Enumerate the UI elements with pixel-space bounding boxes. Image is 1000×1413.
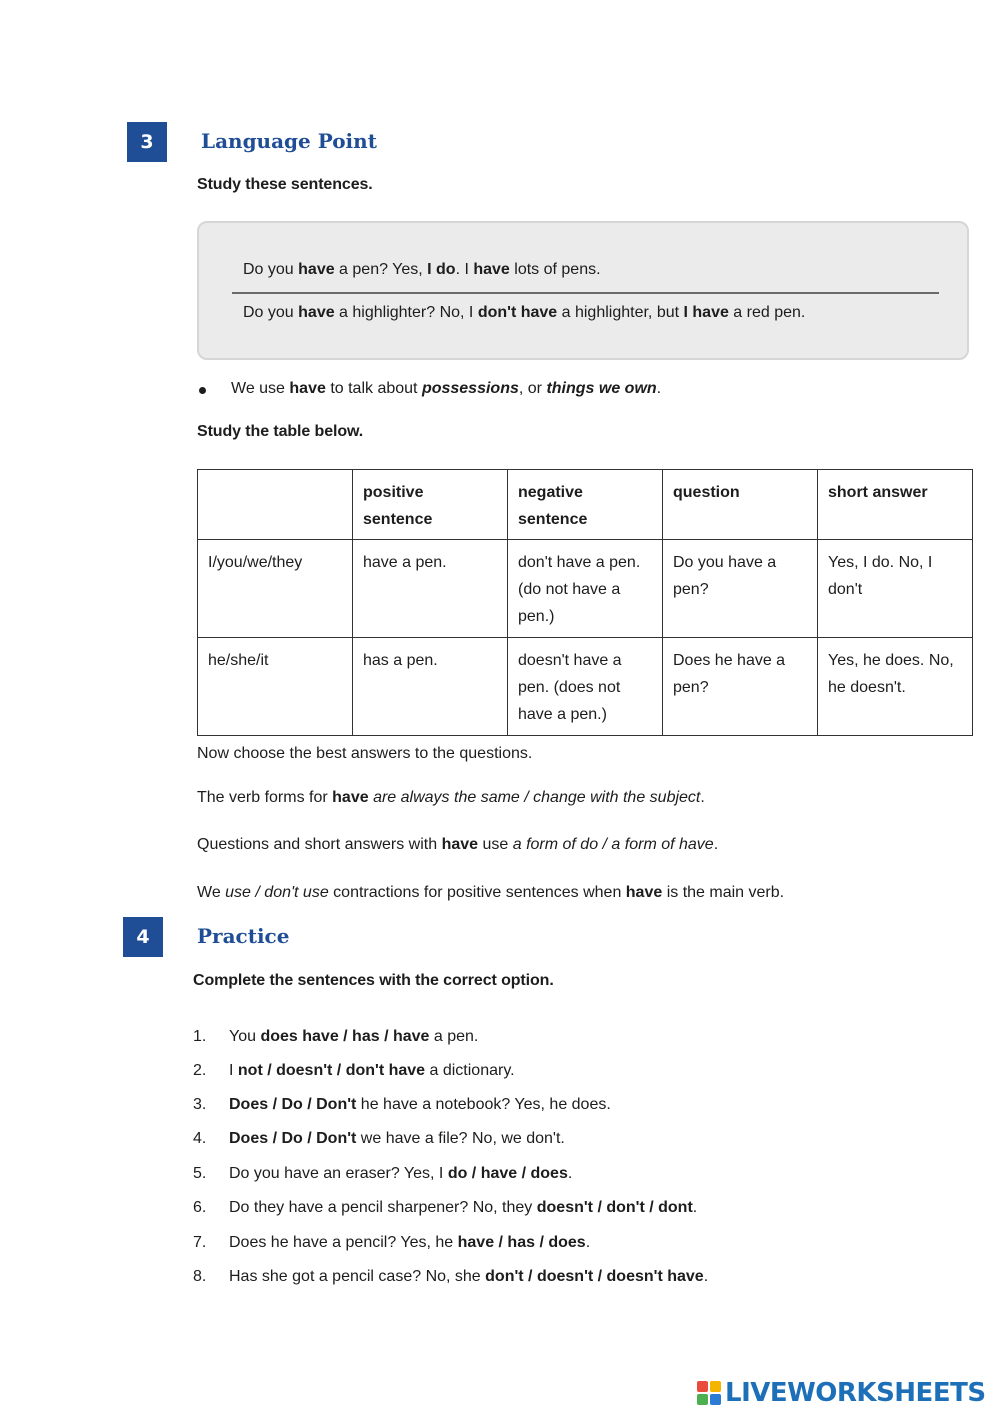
item-number: 8. xyxy=(193,1268,207,1285)
section-4-number-badge: 4 xyxy=(123,917,163,957)
example-sentences-box xyxy=(197,221,969,360)
section-3-number-badge: 3 xyxy=(127,122,167,162)
table-header-cell xyxy=(198,470,353,540)
list-item: I not / doesn't / don't have a dictionary. xyxy=(229,1062,515,1079)
possessions-note: We use have to talk about possessions, or things we own. xyxy=(231,380,662,397)
logo-square xyxy=(697,1394,708,1405)
answer-options[interactable]: have / has / does xyxy=(457,1234,586,1251)
example-sentence-1: Do you have a pen? Yes, I do. I have lots of pens. xyxy=(243,261,601,278)
table-header-cell: positive sentence xyxy=(353,470,508,540)
table-header-cell: negative sentence xyxy=(508,470,663,540)
choice-question-1: The verb forms for have are always the same / change with the subject. xyxy=(197,789,705,806)
table-row xyxy=(198,540,973,638)
table-cell: have a pen. xyxy=(353,540,508,638)
item-number: 3. xyxy=(193,1096,207,1113)
list-item: Does / Do / Don't he have a notebook? Yes, he does. xyxy=(229,1096,611,1113)
table-cell: Yes, he does. No, he doesn't. xyxy=(818,638,973,736)
item-number: 5. xyxy=(193,1165,207,1182)
answer-options[interactable]: do / have / does xyxy=(447,1165,568,1182)
example-sentence-2: Do you have a highlighter? No, I don't have a highlighter, but I have a red pen. xyxy=(243,304,806,321)
table-row xyxy=(198,638,973,736)
list-item: You does have / has / have a pen. xyxy=(229,1028,479,1045)
logo-text: LIVEWORKSHEETS xyxy=(725,1378,986,1408)
choice-options[interactable]: use / don't use xyxy=(225,884,329,901)
answer-options[interactable]: does have / has / have xyxy=(260,1028,430,1045)
table-header-row xyxy=(198,470,973,540)
study-sentences-instruction: Study these sentences. xyxy=(197,176,373,193)
table-cell: he/she/it xyxy=(198,638,353,736)
choice-options[interactable]: are always the same / change with the subject xyxy=(373,789,701,806)
logo-square xyxy=(697,1381,708,1392)
section-3-title: Language Point xyxy=(201,129,377,153)
study-table-instruction: Study the table below. xyxy=(197,423,364,440)
list-item: Do you have an eraser? Yes, I do / have / does. xyxy=(229,1165,573,1182)
answer-options[interactable]: not / doesn't / don't have xyxy=(237,1062,426,1079)
answer-options[interactable]: don't / doesn't / doesn't have xyxy=(485,1268,704,1285)
choice-question-3: We use / don't use contractions for positive sentences when have is the main verb. xyxy=(197,884,785,901)
item-number: 7. xyxy=(193,1234,207,1251)
complete-sentences-instruction: Complete the sentences with the correct option. xyxy=(193,972,554,989)
table-cell: don't have a pen. (do not have a pen.) xyxy=(508,540,663,638)
example-divider xyxy=(232,292,939,294)
table-cell: Does he have a pen? xyxy=(663,638,818,736)
logo-square xyxy=(710,1394,721,1405)
table-cell: doesn't have a pen. (does not have a pen.) xyxy=(508,638,663,736)
list-item: Has she got a pencil case? No, she don't / doesn't / doesn't have. xyxy=(229,1268,709,1285)
liveworksheets-logo[interactable] xyxy=(697,1378,986,1408)
answer-options[interactable]: Does / Do / Don't xyxy=(229,1130,357,1147)
table-header-cell: question xyxy=(663,470,818,540)
choice-options[interactable]: a form of do / a form of have xyxy=(512,836,714,853)
item-number: 1. xyxy=(193,1028,207,1045)
logo-square xyxy=(710,1381,721,1392)
item-number: 4. xyxy=(193,1130,207,1147)
table-cell: Do you have a pen? xyxy=(663,540,818,638)
table-cell: Yes, I do. No, I don't xyxy=(818,540,973,638)
logo-grid-icon xyxy=(697,1381,721,1405)
table-cell: has a pen. xyxy=(353,638,508,736)
choose-answers-instruction: Now choose the best answers to the questions. xyxy=(197,745,533,762)
section-4-title: Practice xyxy=(197,924,290,948)
list-item: Does / Do / Don't we have a file? No, we don't. xyxy=(229,1130,565,1147)
item-number: 6. xyxy=(193,1199,207,1216)
answer-options[interactable]: Does / Do / Don't xyxy=(229,1096,357,1113)
table-cell: I/you/we/they xyxy=(198,540,353,638)
answer-options[interactable]: doesn't / don't / dont xyxy=(536,1199,693,1216)
table-header-cell: short answer xyxy=(818,470,973,540)
list-item: Do they have a pencil sharpener? No, they doesn't / don't / dont. xyxy=(229,1199,698,1216)
item-number: 2. xyxy=(193,1062,207,1079)
list-item: Does he have a pencil? Yes, he have / has / does. xyxy=(229,1234,591,1251)
choice-question-2: Questions and short answers with have use a form of do / a form of have. xyxy=(197,836,719,853)
bullet-dot xyxy=(199,387,206,394)
have-grammar-table xyxy=(197,469,973,736)
